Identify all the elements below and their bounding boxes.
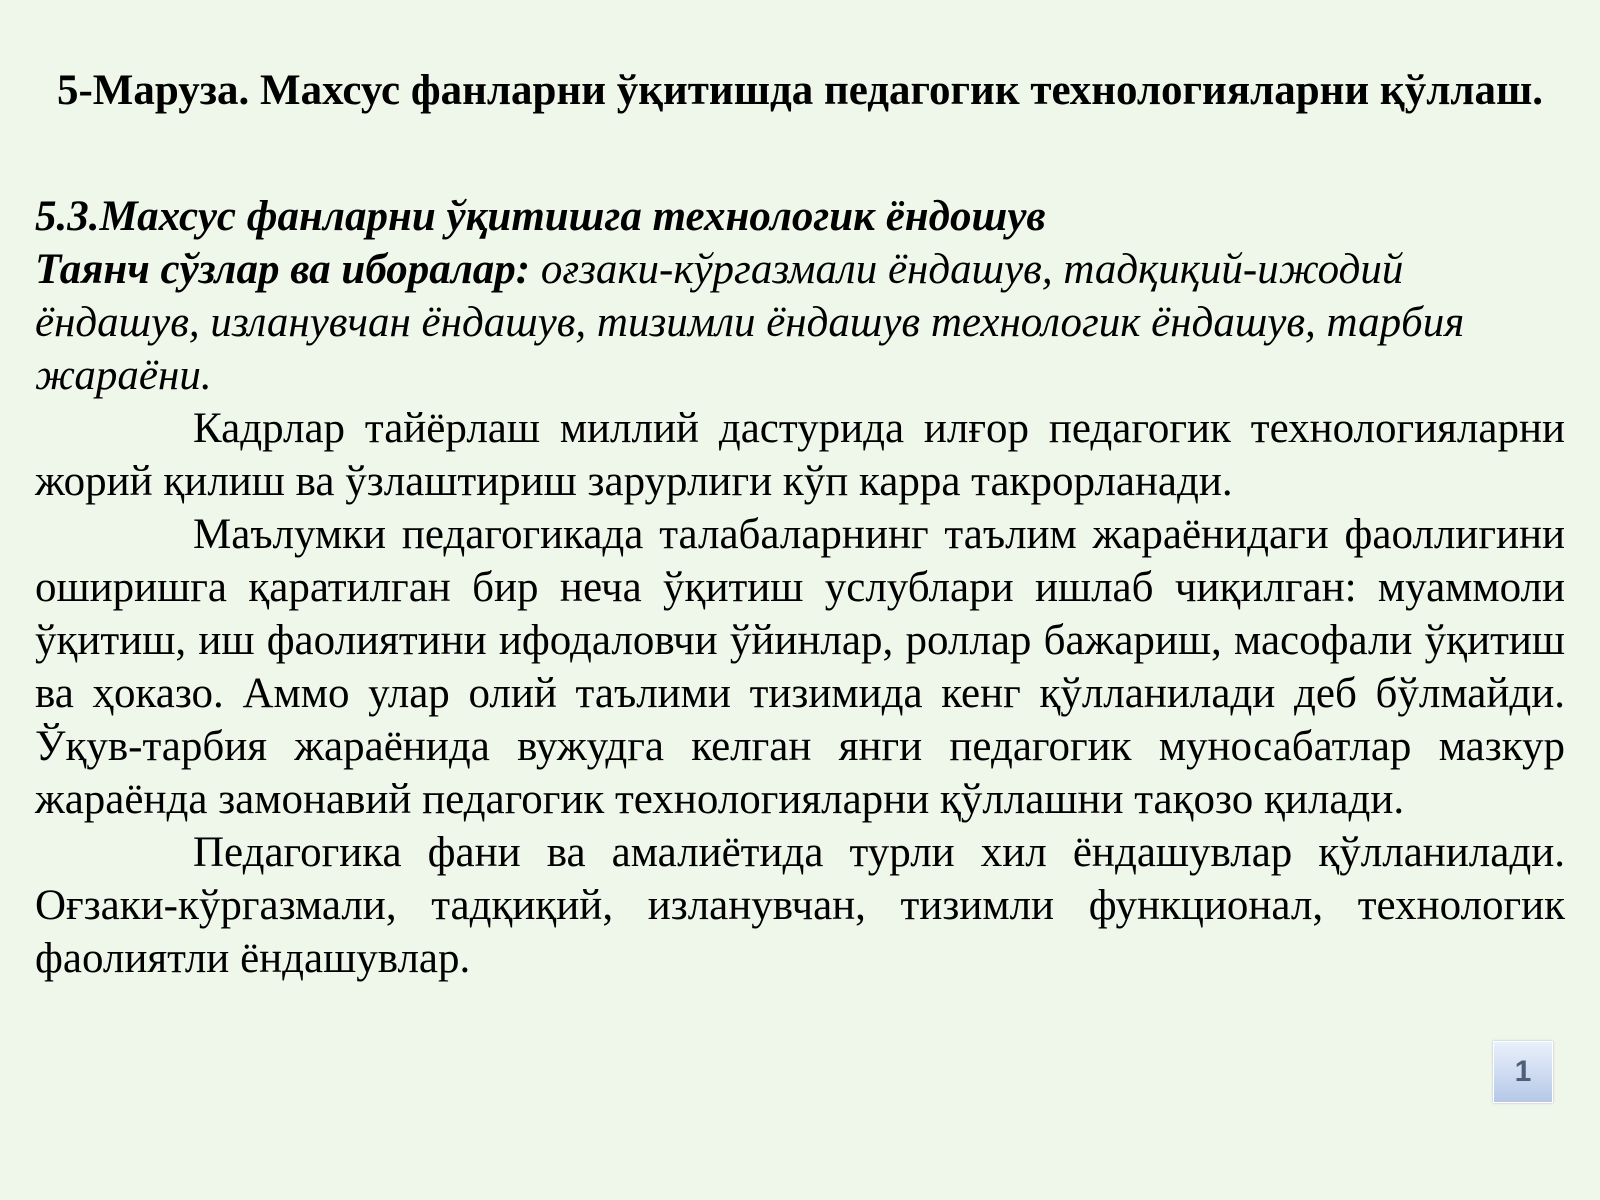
slide-content: [35, 190, 1565, 985]
paragraph-3: Педагогика фани ва амалиётида турли хил ёндашувлар қўлланилади. Оғзаки-кўргазмали, тадқиқий, изланувчан, тизимли функционал, технологик фаолиятли ёндашувлар.: [35, 829, 1565, 982]
page-number-badge: 1: [1493, 1041, 1553, 1103]
section-subtitle: 5.3.Махсус фанларни ўқитишга технологик ёндошув: [35, 193, 1046, 240]
paragraph-2: Маълумки педагогикада талабаларнинг таълим жараёнидаги фаоллигини оширишга қаратилган бир неча ўқитиш услублари ишлаб чиқилган: муаммоли ўқитиш, иш фаолиятини ифодаловчи ўйинлар, роллар бажариш, масофали ўқитиш ва ҳоказо. Аммо улар олий таълими тизимида кенг қўлланилади деб бўлмайди. Ўқув-тарбия жараёнида вужудга келган янги педагогик муносабатлар мазкур жараёнда замонавий педагогик технологияларни қўллашни тақозо қилади.: [35, 511, 1565, 823]
keywords-text: оғзаки-кўргазмали ёндашув, тадқиқий-ижодий ёндашув, изланувчан ёндашув, тизимли ёндашув технологик ёндашув, тарбия жараёни.: [35, 246, 1465, 399]
paragraph-1: Кадрлар тайёрлаш миллий дастурида илғор педагогик технологияларни жорий қилиш ва ўзлаштириш зарурлиги кўп карра такрорланади.: [35, 405, 1565, 505]
slide-title: 5-Маруза. Махсус фанларни ўқитишда педагогик технологияларни қўллаш.: [56, 67, 1544, 114]
keywords-label: Таянч сўзлар ва иборалар:: [35, 246, 531, 293]
keywords-block: [35, 243, 1565, 402]
